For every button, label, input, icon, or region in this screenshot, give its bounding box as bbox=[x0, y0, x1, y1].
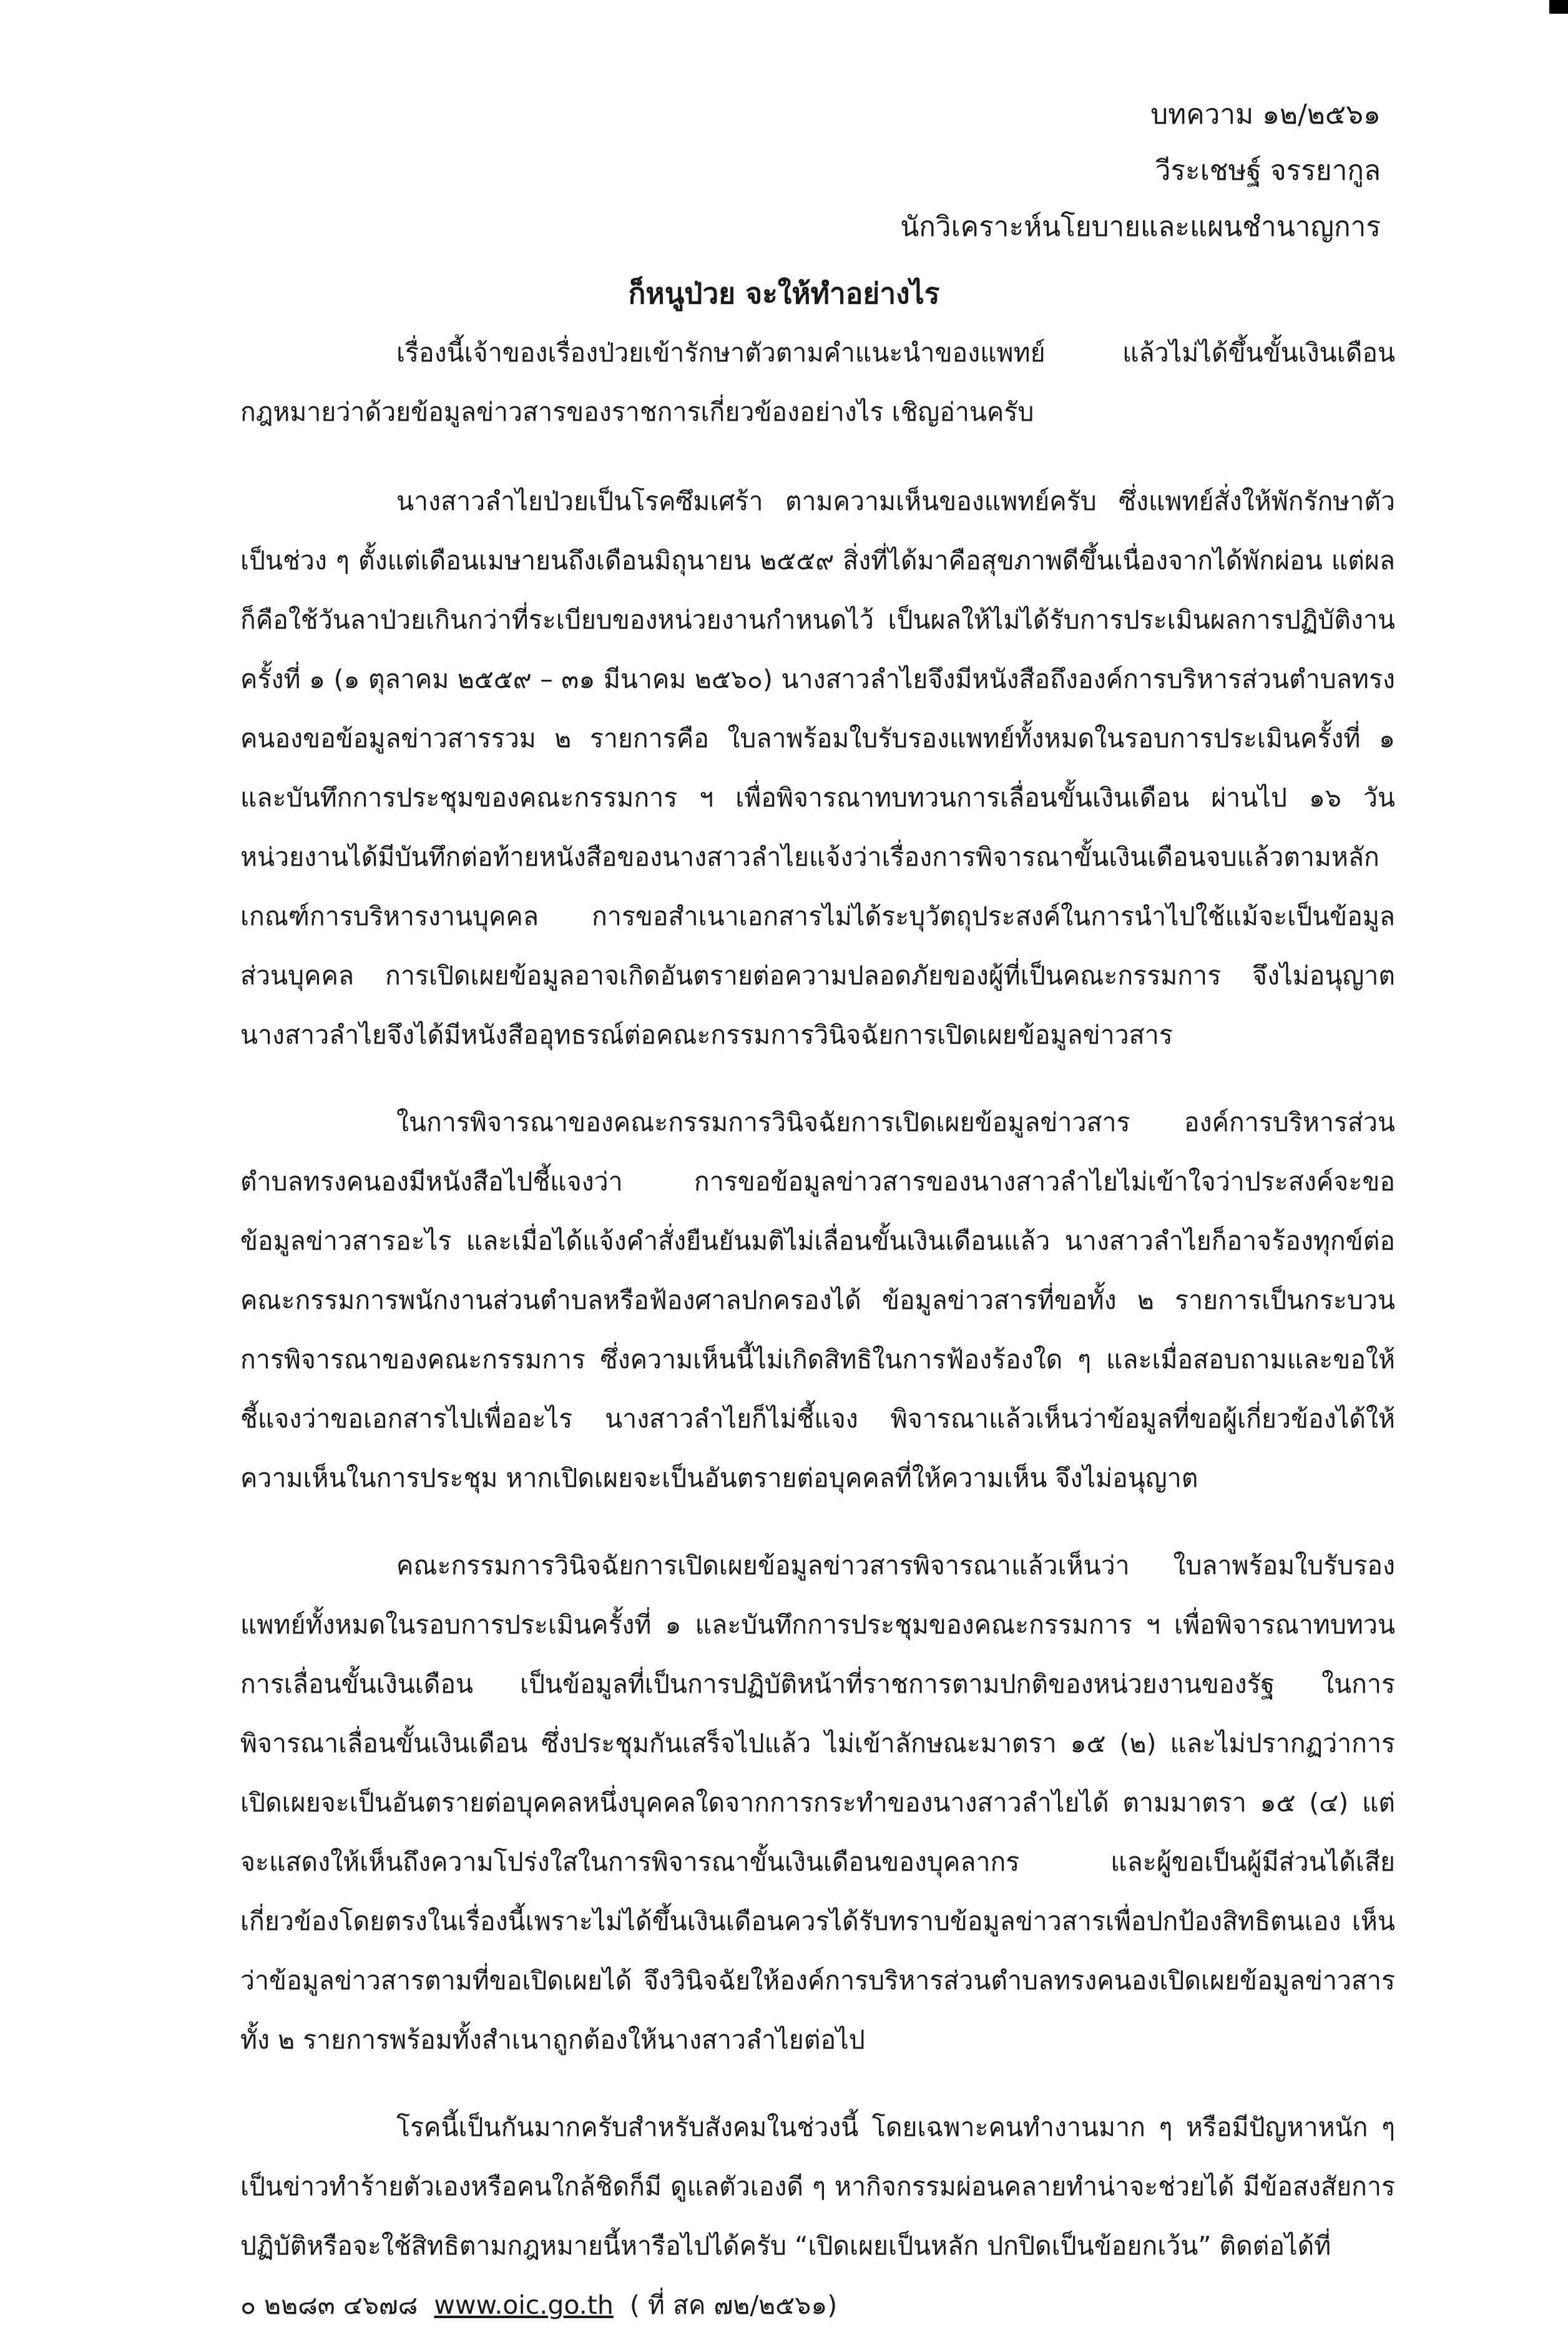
article-number: บทความ ๑๒/๒๕๖๑ bbox=[1150, 99, 1381, 130]
paragraph-advice: โรคนี้เป็นกันมากครับสำหรับสังคมในช่วงนี้ โดยเฉพาะคนทำงานมาก ๆ หรือมีปัญหาหนัก ๆ เป็นข่าวทำร้ายตัวเองหรือคนใกล้ชิดก็มี ดูแลตัวเองดี ๆ หากิจกรรมผ่อนคลายทำน่าจะช่วยได้ มีข้อสงสัยการปฏิบัติหรือจะใช้สิทธิตามกฎหมายนี้หารือไปได้ครับ “เปิดเผยเป็นหลัก ปกปิดเป็นข้อยกเว้น” ติดต่อได้ที่ bbox=[240, 2112, 1395, 2261]
contact-website-link[interactable]: www.oic.go.th bbox=[434, 2290, 614, 2320]
author-position: นักวิเคราะห์นโยบายและแผนชำนาญการ bbox=[900, 211, 1381, 243]
paragraph-case: นางสาวลำไยป่วยเป็นโรคซึมเศร้า ตามความเห็นของแพทย์ครับ ซึ่งแพทย์สั่งให้พักรักษาตัวเป็นช่วง ๆ ตั้งแต่เดือนเมษายนถึงเดือนมิถุนายน ๒๕๕๙ สิ่งที่ได้มาคือสุขภาพดีขึ้นเนื่องจากได้พักผ่อน แต่ผลก็คือใช้วันลาป่วยเกินกว่าที่ระเบียบของหน่วยงานกำหนดไว้ เป็นผลให้ไม่ได้รับการประเมินผลการปฏิบัติงาน ครั้งที่ ๑ (๑ ตุลาคม ๒๕๕๙ – ๓๑ มีนาคม ๒๕๖๐) นางสาวลำไยจึงมีหนังสือถึงองค์การบริหารส่วนตำบลทรงคนองขอข้อมูลข่าวสารรวม ๒ รายการคือ ใบลาพร้อมใบรับรองแพทย์ทั้งหมดในรอบการประเมินครั้งที่ ๑ และบันทึกการประชุมของคณะกรรมการ ฯ เพื่อพิจารณาทบทวนการเลื่อนขั้นเงินเดือน ผ่านไป ๑๖ วัน หน่วยงานได้มีบันทึกต่อท้ายหนังสือของนางสาวลำไยแจ้งว่าเรื่องการพิจารณาขั้นเงินเดือนจบแล้วตามหลักเกณฑ์การบริหารงานบุคคล การขอสำเนาเอกสารไม่ได้ระบุวัตถุประสงค์ในการนำไปใช้แม้จะเป็นข้อมูลส่วนบุคคล การเปิดเผยข้อมูลอาจเกิดอันตรายต่อความปลอดภัยของผู้ที่เป็นคณะกรรมการ จึงไม่อนุญาต นางสาวลำไยจึงได้มีหนังสืออุทธรณ์ต่อคณะกรรมการวินิจฉัยการเปิดเผยข้อมูลข่าวสาร bbox=[240, 486, 1395, 1050]
contact-reference: ( ที่ สค ๗๒/๒๕๖๑) bbox=[629, 2290, 838, 2320]
author-name: วีระเชษฐ์ จรรยากูล bbox=[1155, 155, 1381, 187]
paragraph-agency-response: ในการพิจารณาของคณะกรรมการวินิจฉัยการเปิดเผยข้อมูลข่าวสาร องค์การบริหารส่วนตำบลทรงคนองมีหนังสือไปชี้แจงว่า การขอข้อมูลข่าวสารของนางสาวลำไยไม่เข้าใจว่าประสงค์จะขอข้อมูลข่าวสารอะไร และเมื่อได้แจ้งคำสั่งยืนยันมติไม่เลื่อนขั้นเงินเดือนแล้ว นางสาวลำไยก็อาจร้องทุกข์ต่อคณะกรรมการพนักงานส่วนตำบลหรือฟ้องศาลปกครองได้ ข้อมูลข่าวสารที่ขอทั้ง ๒ รายการเป็นกระบวนการพิจารณาของคณะกรรมการ ซึ่งความเห็นนี้ไม่เกิดสิทธิในการฟ้องร้องใด ๆ และเมื่อสอบถามและขอให้ชี้แจงว่าขอเอกสารไปเพื่ออะไร นางสาวลำไยก็ไม่ชี้แจง พิจารณาแล้วเห็นว่าข้อมูลที่ขอผู้เกี่ยวข้องได้ให้ความเห็นในการประชุม หากเปิดเผยจะเป็นอันตรายต่อบุคคลที่ให้ความเห็น จึงไม่อนุญาต bbox=[240, 1107, 1395, 1493]
paragraph-decision: คณะกรรมการวินิจฉัยการเปิดเผยข้อมูลข่าวสารพิจารณาแล้วเห็นว่า ใบลาพร้อมใบรับรองแพทย์ทั้งหมดในรอบการประเมินครั้งที่ ๑ และบันทึกการประชุมของคณะกรรมการ ฯ เพื่อพิจารณาทบทวนการเลื่อนขั้นเงินเดือน เป็นข้อมูลที่เป็นการปฏิบัติหน้าที่ราชการตามปกติของหน่วยงานของรัฐ ในการพิจารณาเลื่อนขั้นเงินเดือน ซึ่งประชุมกันเสร็จไปแล้ว ไม่เข้าลักษณะมาตรา ๑๕ (๒) และไม่ปรากฏว่าการเปิดเผยจะเป็นอันตรายต่อบุคคลหนึ่งบุคคลใดจากการกระทำของนางสาวลำไยได้ ตามมาตรา ๑๕ (๔) แต่จะแสดงให้เห็นถึงความโปร่งใสในการพิจารณาขั้นเงินเดือนของบุคลากร และผู้ขอเป็นผู้มีส่วนได้เสียเกี่ยวข้องโดยตรงในเรื่องนี้เพราะไม่ได้ขึ้นเงินเดือนควรได้รับทราบข้อมูลข่าวสารเพื่อปกป้องสิทธิตนเอง เห็นว่าข้อมูลข่าวสารตามที่ขอเปิดเผยได้ จึงวินิจฉัยให้องค์การบริหารส่วนตำบลทรงคนองเปิดเผยข้อมูลข่าวสารทั้ง ๒ รายการพร้อมทั้งสำเนาถูกต้องให้นางสาวลำไยต่อไป bbox=[240, 1550, 1395, 2055]
article-title: ก็หนูป่วย จะให้ทำอย่างไร bbox=[628, 277, 940, 310]
contact-line bbox=[240, 2276, 1395, 2335]
contact-phone: ๐ ๒๒๘๓ ๔๖๗๘ bbox=[240, 2290, 418, 2320]
scan-corner-mark bbox=[1549, 0, 1568, 14]
document-header bbox=[507, 97, 1381, 265]
paragraph-intro: เรื่องนี้เจ้าของเรื่องป่วยเข้ารักษาตัวตามคำแนะนำของแพทย์ แล้วไม่ได้ขึ้นขั้นเงินเดือน กฎหมายว่าด้วยข้อมูลข่าวสารของราชการเกี่ยวข้องอย่างไร เชิญอ่านครับ bbox=[240, 338, 1395, 427]
article-body bbox=[240, 323, 1395, 2335]
